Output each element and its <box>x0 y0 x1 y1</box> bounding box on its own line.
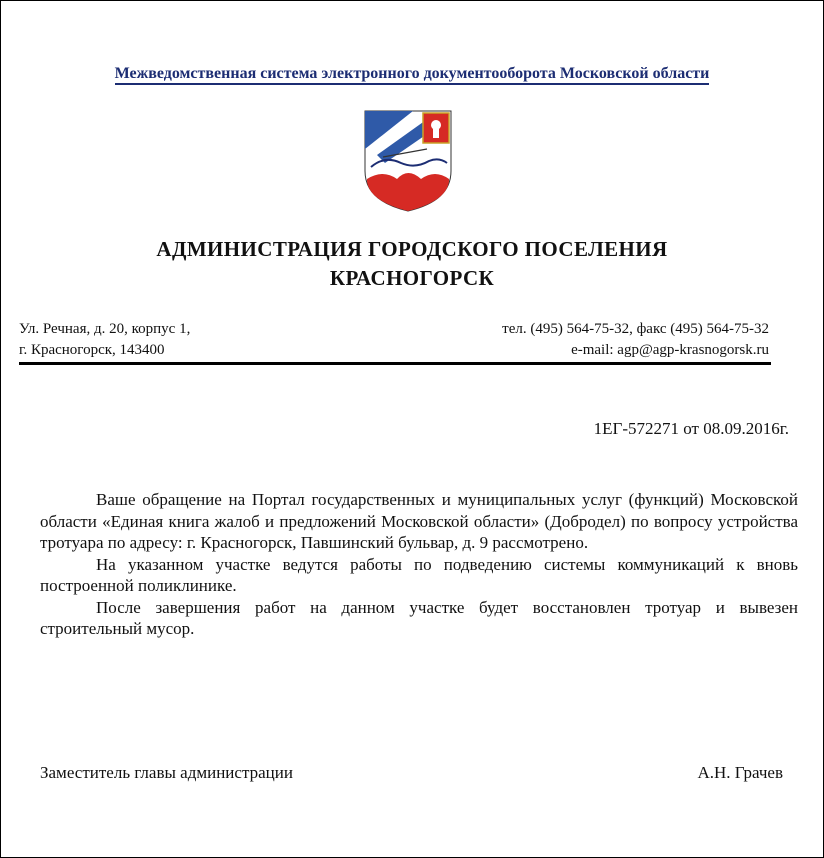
signatory-name: А.Н. Грачев <box>697 763 783 782</box>
body-paragraph-2: На указанном участке ведутся работы по подведению системы коммуникаций к вновь построенной поликлинике. <box>40 554 798 595</box>
letterhead-divider <box>19 362 771 365</box>
signatory-position: Заместитель главы администрации <box>40 763 293 782</box>
letter-body <box>40 489 798 640</box>
document-number-date: 1ЕГ-572271 от 08.09.2016г. <box>593 419 789 438</box>
organization-title-line1: АДМИНИСТРАЦИЯ ГОРОДСКОГО ПОСЕЛЕНИЯ <box>156 237 668 261</box>
body-paragraph-1: Ваше обращение на Портал государственных и муниципальных услуг (функций) Московской области «Единая книга жалоб и предложений Московской области» (Добродел) по вопросу устройства тротуара по адресу: г. Красногорск, Павшинский бульвар, д. 9 рассмотрено. <box>40 490 798 552</box>
organization-title <box>1 235 823 293</box>
emblem-red-hills <box>367 173 449 211</box>
contact-info <box>502 319 769 361</box>
postal-address <box>19 319 190 361</box>
coat-of-arms-icon <box>363 109 453 213</box>
body-paragraph-3: После завершения работ на данном участке будет восстановлен тротуар и вывезен строительный мусор. <box>40 597 798 638</box>
email: e-mail: agp@agp-krasnogorsk.ru <box>571 342 769 358</box>
phone-fax: тел. (495) 564-75-32, факс (495) 564-75-32 <box>502 321 769 337</box>
address-line1: Ул. Речная, д. 20, корпус 1, <box>19 321 191 337</box>
system-header <box>1 65 823 83</box>
address-line2: г. Красногорск, 143400 <box>19 342 165 358</box>
organization-title-line2: КРАСНОГОРСК <box>329 266 495 290</box>
system-header-text: Межведомственная система электронного документооборота Московской области <box>115 65 710 85</box>
